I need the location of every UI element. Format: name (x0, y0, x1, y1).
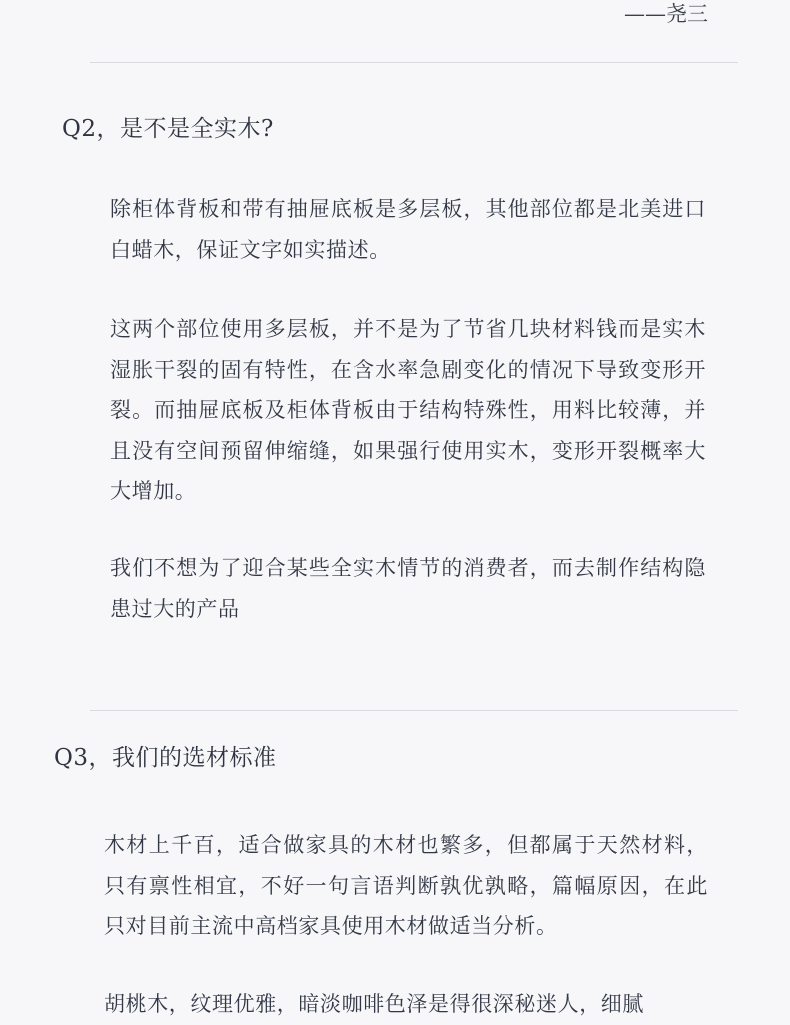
section-divider (90, 710, 738, 711)
answer-paragraph: 我们不想为了迎合某些全实木情节的消费者，而去制作结构隐患过大的产品 (110, 556, 706, 621)
answer-paragraph: 胡桃木，纹理优雅，暗淡咖啡色泽是得很深秘迷人，细腻 (104, 992, 644, 1016)
author-signature: ——尧三 (624, 2, 708, 26)
section-divider (90, 62, 738, 63)
answer-paragraph: 这两个部位使用多层板，并不是为了节省几块材料钱而是实木湿胀干裂的固有特性，在含水率急剧变化的情况下导致变形开裂。而抽屉底板及柜体背板由于结构特殊性，用料比较薄，并且没有空间预留伸缩缝，如果强行使用实木，变形开裂概率大大增加。 (110, 317, 706, 503)
answer-paragraph: 除柜体背板和带有抽屉底板是多层板，其他部位都是北美进口白蜡木，保证文字如实描述。 (110, 197, 706, 262)
question-heading-q2: Q2，是不是全实木? (62, 116, 274, 142)
answer-paragraph: 木材上千百，适合做家具的木材也繁多，但都属于天然材料，只有禀性相宜，不好一句言语判断孰优孰略，篇幅原因，在此只对目前主流中高档家具使用木材做适当分析。 (104, 833, 708, 938)
question-heading-q3: Q3，我们的选材标准 (54, 745, 277, 771)
